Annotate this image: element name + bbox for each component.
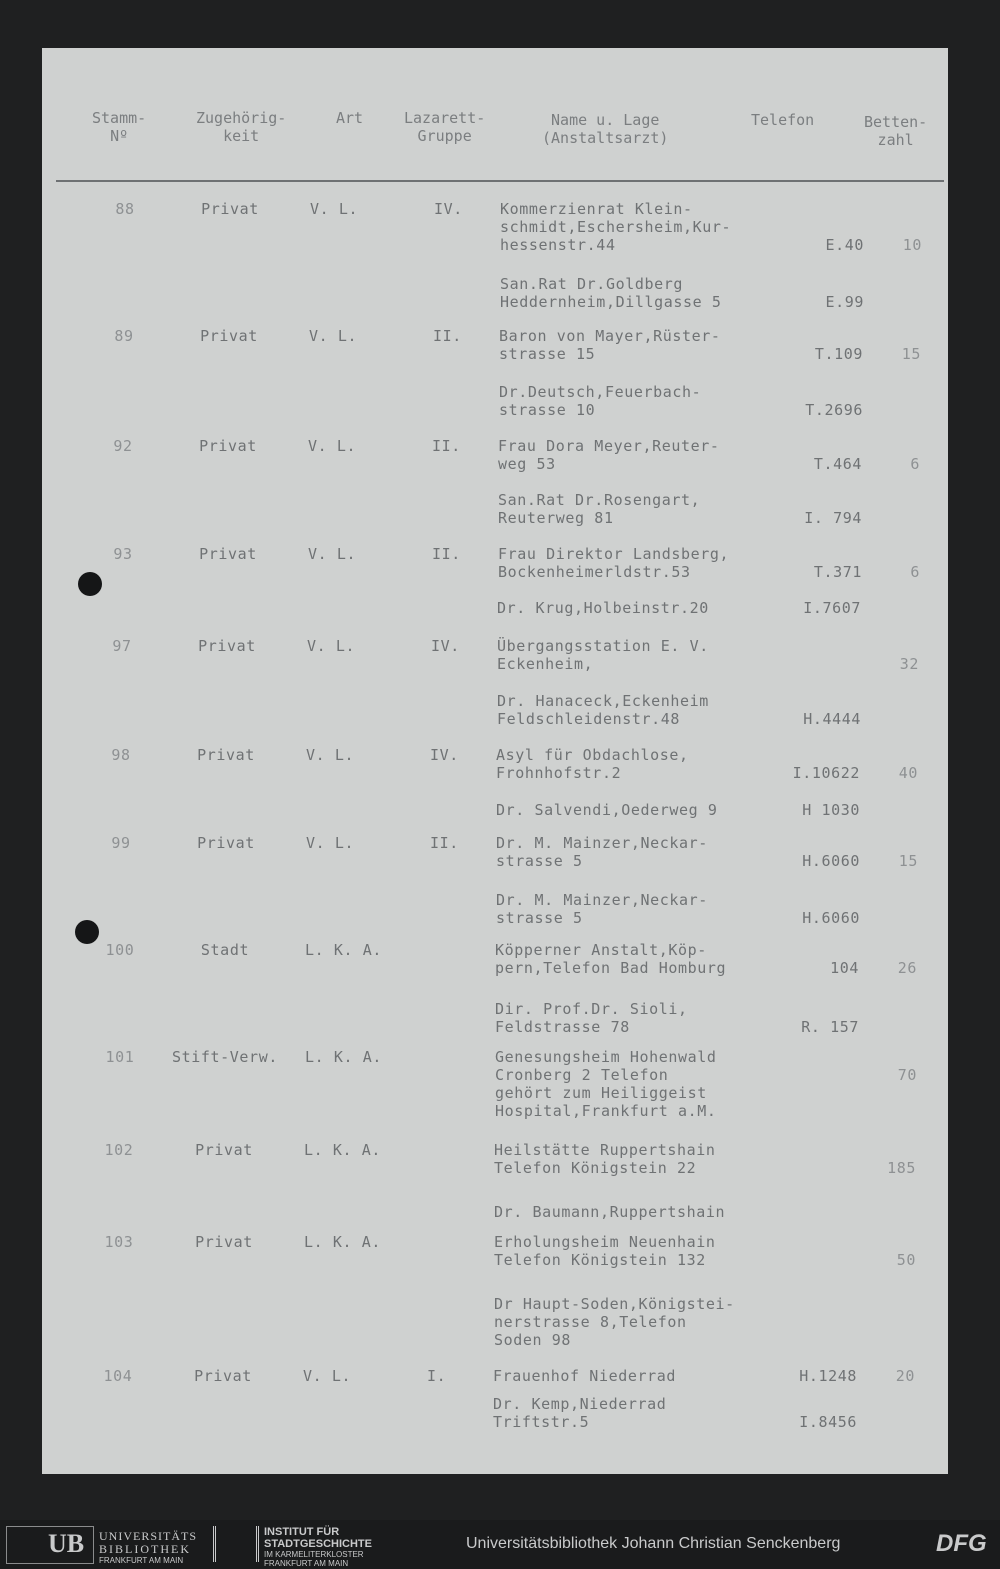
row-14-name: Köpperner Anstalt,Köp- pern,Telefon Bad Homburg xyxy=(495,941,727,977)
row-5-tel: I. 794 xyxy=(804,509,862,527)
row-12-nr: 99 xyxy=(111,834,131,852)
row-10-zug: Privat xyxy=(197,746,255,764)
header-rule xyxy=(56,180,944,182)
row-19-art: L. K. A. xyxy=(304,1233,382,1251)
header-name-lage: Name u. Lage (Anstaltsarzt) xyxy=(542,111,669,147)
row-6-name: Frau Direktor Landsberg, Bockenheimerldstr.53 xyxy=(498,545,730,581)
row-1-tel: E.99 xyxy=(825,293,864,311)
row-17-zug: Privat xyxy=(195,1141,253,1159)
row-8-zug: Privat xyxy=(198,637,256,655)
row-2-gr: II. xyxy=(433,327,462,345)
row-9-tel: H.4444 xyxy=(803,710,861,728)
row-2-bett: 15 xyxy=(901,345,921,363)
row-14-zug: Stadt xyxy=(200,941,250,959)
row-2-art: V. L. xyxy=(309,327,358,345)
row-8-nr: 97 xyxy=(112,637,132,655)
header-zugehoerigkeit: Zugehörig- keit xyxy=(196,109,287,145)
row-0-name: Kommerzienrat Klein- schmidt,Eschersheim,Kur- hessenstr.44 xyxy=(500,200,732,254)
row-8-name: Übergangsstation E. V. Eckenheim, xyxy=(497,637,709,673)
row-17-nr: 102 xyxy=(104,1141,134,1159)
row-11-name: Dr. Salvendi,Oederweg 9 xyxy=(496,801,718,819)
row-8-gr: IV. xyxy=(431,637,460,655)
row-6-bett: 6 xyxy=(910,563,920,581)
header-bettenzahl: Betten- zahl xyxy=(864,113,928,149)
row-12-name: Dr. M. Mainzer,Neckar- strasse 5 xyxy=(496,834,708,870)
isg-line-1: INSTITUT FÜR xyxy=(264,1526,340,1538)
row-12-bett: 15 xyxy=(898,852,918,870)
ub-logo-text: UB xyxy=(48,1529,85,1558)
row-12-tel: H.6060 xyxy=(802,852,860,870)
row-7-tel: I.7607 xyxy=(803,599,861,617)
row-19-name: Erholungsheim Neuenhain Telefon Königstein 132 xyxy=(494,1233,716,1269)
row-10-bett: 40 xyxy=(898,764,918,782)
row-3-name: Dr.Deutsch,Feuerbach- strasse 10 xyxy=(499,383,702,419)
header-telefon: Telefon xyxy=(751,111,815,129)
row-11-tel: H 1030 xyxy=(802,801,860,819)
row-19-bett: 50 xyxy=(896,1251,916,1269)
row-2-tel: T.109 xyxy=(814,345,863,363)
header-art: Art xyxy=(336,109,364,127)
row-4-name: Frau Dora Meyer,Reuter- weg 53 xyxy=(498,437,720,473)
row-13-tel: H.6060 xyxy=(802,909,860,927)
row-22-tel: I.8456 xyxy=(799,1413,857,1431)
row-17-art: L. K. A. xyxy=(304,1141,382,1159)
header-stamm: Stamm- Nº xyxy=(92,109,147,145)
row-16-zug: Stift-Verw. xyxy=(172,1048,278,1066)
row-4-nr: 92 xyxy=(113,437,133,455)
row-4-tel: T.464 xyxy=(813,455,862,473)
row-2-zug: Privat xyxy=(200,327,258,345)
row-8-bett: 32 xyxy=(899,655,919,673)
row-15-name: Dir. Prof.Dr. Sioli, Feldstrasse 78 xyxy=(495,1000,688,1036)
row-19-nr: 103 xyxy=(104,1233,134,1251)
row-21-gr: I. xyxy=(427,1367,447,1385)
row-21-tel: H.1248 xyxy=(799,1367,857,1385)
row-0-nr: 88 xyxy=(115,200,135,218)
row-6-nr: 93 xyxy=(113,545,133,563)
row-7-name: Dr. Krug,Holbeinstr.20 xyxy=(497,599,709,617)
header-lazarett-gruppe: Lazarett- Gruppe xyxy=(404,109,486,145)
row-18-name: Dr. Baumann,Ruppertshain xyxy=(494,1203,726,1221)
row-1-name: San.Rat Dr.Goldberg Heddernheim,Dillgasse 5 xyxy=(500,275,722,311)
row-10-gr: IV. xyxy=(430,746,459,764)
row-10-tel: I.10622 xyxy=(792,764,860,782)
row-4-art: V. L. xyxy=(308,437,357,455)
ub-line-1: UNIVERSITÄTS xyxy=(99,1529,197,1543)
row-9-name: Dr. Hanaceck,Eckenheim Feldschleidenstr.48 xyxy=(497,692,709,728)
row-17-bett: 185 xyxy=(887,1159,916,1177)
row-5-name: San.Rat Dr.Rosengart, Reuterweg 81 xyxy=(498,491,701,527)
row-0-gr: IV. xyxy=(434,200,463,218)
row-6-art: V. L. xyxy=(308,545,357,563)
row-4-gr: II. xyxy=(432,437,461,455)
footer-center-text: Universitätsbibliothek Johann Christian Senckenberg xyxy=(466,1535,841,1552)
row-22-name: Dr. Kemp,Niederrad Triftstr.5 xyxy=(493,1395,667,1431)
row-12-zug: Privat xyxy=(197,834,255,852)
row-8-art: V. L. xyxy=(307,637,356,655)
row-21-name: Frauenhof Niederrad xyxy=(493,1367,676,1385)
ub-line-2: BIBLIOTHEK xyxy=(99,1542,191,1556)
row-10-art: V. L. xyxy=(306,746,355,764)
row-6-tel: T.371 xyxy=(813,563,862,581)
row-0-zug: Privat xyxy=(201,200,259,218)
row-13-name: Dr. M. Mainzer,Neckar- strasse 5 xyxy=(496,891,708,927)
row-14-nr: 100 xyxy=(105,941,135,959)
row-14-tel: 104 xyxy=(830,959,859,977)
row-12-art: V. L. xyxy=(306,834,355,852)
row-2-name: Baron von Mayer,Rüster- strasse 15 xyxy=(499,327,721,363)
row-21-bett: 20 xyxy=(895,1367,915,1385)
row-0-tel: E.40 xyxy=(825,236,864,254)
row-0-bett: 10 xyxy=(902,236,922,254)
row-12-gr: II. xyxy=(430,834,459,852)
row-10-name: Asyl für Obdachlose, Frohnhofstr.2 xyxy=(496,746,689,782)
row-6-gr: II. xyxy=(432,545,461,563)
isg-logo-icon xyxy=(213,1526,259,1562)
row-16-name: Genesungsheim Hohenwald Cronberg 2 Telefon gehört zum Heiliggeist Hospital,Frankfurt a.M. xyxy=(495,1048,717,1120)
row-19-zug: Privat xyxy=(195,1233,253,1251)
row-3-tel: T.2696 xyxy=(805,401,863,419)
row-15-tel: R. 157 xyxy=(801,1018,859,1036)
ub-line-3: FRANKFURT AM MAIN xyxy=(99,1556,184,1565)
footer-bar xyxy=(0,1520,1000,1569)
punch-hole-top xyxy=(78,572,102,596)
row-2-nr: 89 xyxy=(114,327,134,345)
row-10-nr: 98 xyxy=(111,746,131,764)
row-16-nr: 101 xyxy=(105,1048,135,1066)
isg-line-4: FRANKFURT AM MAIN xyxy=(264,1559,349,1568)
row-16-bett: 70 xyxy=(897,1066,917,1084)
row-14-art: L. K. A. xyxy=(305,941,383,959)
row-4-zug: Privat xyxy=(199,437,257,455)
row-21-art: V. L. xyxy=(303,1367,352,1385)
row-17-name: Heilstätte Ruppertshain Telefon Königstein 22 xyxy=(494,1141,716,1177)
row-6-zug: Privat xyxy=(199,545,257,563)
row-16-art: L. K. A. xyxy=(305,1048,383,1066)
isg-line-3: IM KARMELITERKLOSTER xyxy=(264,1550,364,1559)
row-21-zug: Privat xyxy=(194,1367,252,1385)
row-21-nr: 104 xyxy=(103,1367,133,1385)
row-4-bett: 6 xyxy=(910,455,920,473)
isg-line-2: STADTGESCHICHTE xyxy=(264,1538,372,1550)
dfg-logo: DFG xyxy=(936,1530,987,1557)
row-14-bett: 26 xyxy=(897,959,917,977)
row-0-art: V. L. xyxy=(310,200,359,218)
row-20-name: Dr Haupt-Soden,Königstei- nerstrasse 8,Telefon Soden 98 xyxy=(494,1295,735,1349)
